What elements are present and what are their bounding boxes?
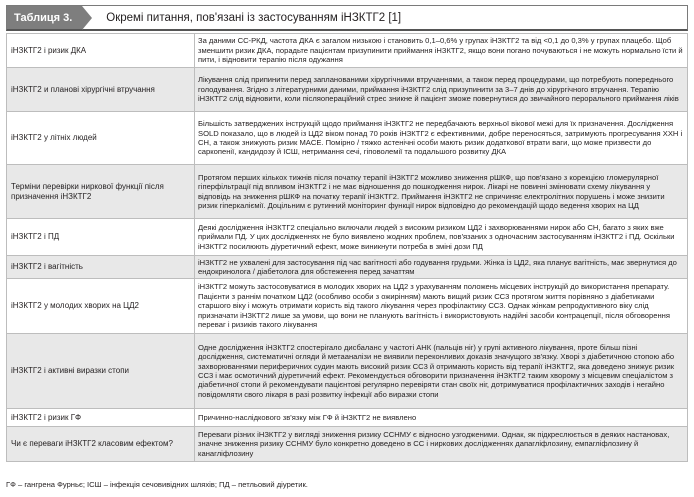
footnote: ГФ – гангрена Фурньє; ІСШ – інфекція сечовивідних шляхів; ПД – петльовий діуретик. [6,480,308,489]
row-text: За даними СС-РКД, частота ДКА є загалом низькою і становить 0,1–0,6% у групах іНЗКТГ2 та від <0,1 до 0,3% у групах плацебо. Щоб зменшити ризик ДКА, порадьте пацієнтам призупинити приймання іНЗКТГ2, якщо вони погано почуваються і не можуть нормально їсти й пити, і відновити терапію після одужання [195,34,688,68]
table-row [7,165,688,219]
table-row [7,68,688,112]
table-row [7,279,688,334]
row-text: іНЗКТГ2 не ухвалені для застосування під час вагітності або годування грудьми. Жінка із ЦД2, яка планує вагітність, має звернутися до ендокринолога / діабетолога для обстеження перед зачаттям [195,256,688,279]
table-caption [6,5,688,31]
row-text: Протягом перших кількох тижнів після початку терапії іНЗКТГ2 можливо зниження рШКФ, що пов'язано з корекцією гломерулярної гіперфільтрації під впливом іНЗКТГ2 і не має відношення до пошкодження нирок. Лікарі не повинні змінювати схему лікування у відповідь на зниження рШКФ на початку терапії іНЗКТГ2. Приймання іНЗКТГ2 не спричиняє електролітних порушень і може знизити ризик гіперкаліємії. Доцільним є рутинний моніторинг функції нирок відповідно до рекомендацій щодо ведення хворих на ЦД [195,165,688,219]
row-topic: Терміни перевірки ниркової функції після призначення іНЗКТГ2 [7,165,195,219]
table-row [7,34,688,68]
row-topic: іНЗКТГ2 і ризик ДКА [7,34,195,68]
row-text: Причинно-наслідкового зв'язку між ГФ й іНЗКТГ2 не виявлено [195,409,688,427]
table-row [7,112,688,165]
issues-table [6,33,688,462]
row-topic: іНЗКТГ2 і вагітність [7,256,195,279]
table-title: Окремі питання, пов'язані із застосуванням іНЗКТГ2 [1] [106,11,402,24]
row-topic: іНЗКТГ2 і ризик ГФ [7,409,195,427]
table-row [7,256,688,279]
table-label: Таблиця 3. [7,6,82,29]
table-row [7,334,688,409]
row-text: іНЗКТГ2 можуть застосовуватися в молодих хворих на ЦД2 з урахуванням положень місцевих інструкцій до використання препарату. Пацієнти з раннім початком ЦД2 (особливо особи з ожирінням) мають вищий ризик СС3 протягом життя порівняно з діабетиками старшого віку і можуть отримати користь від такого лікування через профілактику СС3. Однак жінкам репродуктивного віку слід призначати іНЗКТГ2 лише за умови, що вони не планують вагітність і використовують надійні засоби контрацепції, після обговорення переваг і ризиків такого лікування [195,279,688,334]
row-topic: Чи є переваги іНЗКТГ2 класовим ефектом? [7,427,195,462]
row-topic: іНЗКТГ2 и планові хірургічні втручання [7,68,195,112]
row-topic: іНЗКТГ2 у молодих хворих на ЦД2 [7,279,195,334]
row-text: Одне дослідження іНЗКТГ2 спостерігало дисбаланс у частоті АНК (пальців ніг) у групі активного лікування, проте більш пізні дослідження, систематичні огляди й метааналізи не виявили переконливих доказів значущого зв'язку. Хворі з діабетичною стопою або захворюваннями периферичних судин мають високий ризик СС3 й отримають користь від терапії іНЗКТГ2, яка доведено знижує ризик СС3 і має осмотичний діуретичний ефект. Рекомендується обговорити призначення іНЗКТГ2 таким хворому з місцевим спеціалістом з діабетичної стопи й рекомендувати пацієнтові регулярно перевіряти стан своїх ніг, дотримуватися профілактичних заходів і негайно повідомляти свого лікаря в разі розвитку інфекції або виразки стопи [195,334,688,409]
row-text: Більшість затверджених інструкцій щодо приймання іНЗКТГ2 не передбачають верхньої вікової межі для їх призначення. Дослідження SOLD показало, що в людей із ЦД2 віком понад 70 років іНЗКТГ2 є ефективними, добре переносяться, затримують прогресування ХХН і СН, а також знижують ризик MACE. Помірно / тяжко астенічні особи мають ризик додаткової втрати ваги, що може призвести до саркопенії, кандидозу й ІСШ, нетримання сечі, гіповолемії та подальшого розвитку ДКА [195,112,688,165]
table-row [7,219,688,256]
row-text: Деякі дослідження іНЗКТГ2 спеціально включали людей з високим ризиком ЦД2 і захворюваннями нирок або СН, багато з яких вже приймали ПД. У цих дослідженнях не було виявлено жодних проблем, пов'язаних з одночасним застосуванням іНЗКТГ2 і ПД. Оскільки іНЗКТГ2 посилюють діуретичний ефект, може виникнути потреба в зміні дози ПД [195,219,688,256]
row-topic: іНЗКТГ2 у літніх людей [7,112,195,165]
row-text: Переваги різних іНЗКТГ2 у вигляді зниження ризику ССНМУ є відносно узгодженими. Однак, як підкреслюється в деяких настановах, значне зниження ризику ССНМУ було конкретно доведено в СС і ниркових дослідженнях дапагліфлозину, емпагліфлозину й канагліфлозину [195,427,688,462]
row-text: Лікування слід припинити перед запланованими хірургічними втручаннями, а також перед процедурами, що потребують попереднього голодування. Згідно з літературними даними, приймання іНЗКТГ2 слід призупинити за 3–7 днів до хірургічного втручання. Терапію іНЗКТГ2 слід відновити, коли післяопераційний стрес зникне й пацієнт зможе повернутися до звичайного перорального приймання ліків [195,68,688,112]
row-topic: іНЗКТГ2 і активні виразки стопи [7,334,195,409]
table-row [7,409,688,427]
row-topic: іНЗКТГ2 і ПД [7,219,195,256]
table-row [7,427,688,462]
